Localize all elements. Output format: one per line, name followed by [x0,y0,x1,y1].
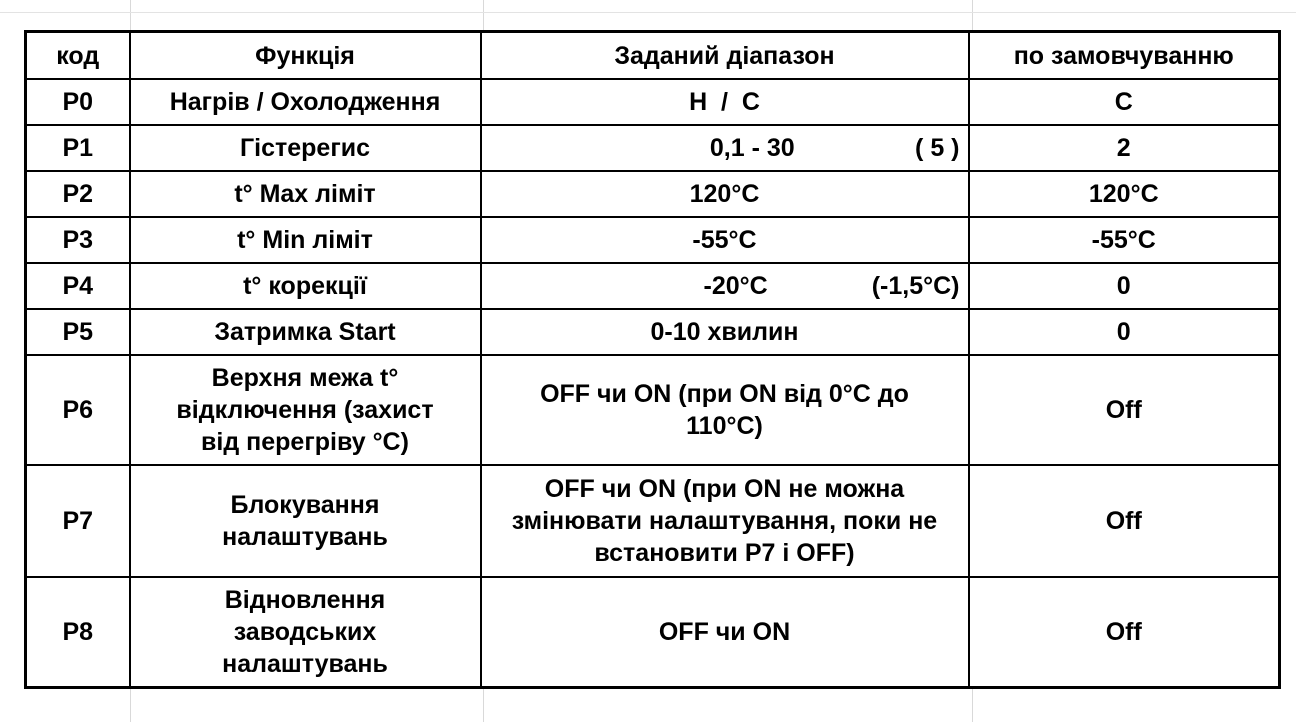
cell-code: P6 [26,355,130,465]
cell-default: 120°C [969,171,1280,217]
header-code: код [26,32,130,80]
parameters-table [24,30,1281,689]
table-row [26,577,1280,687]
cell-range [481,263,969,309]
cell-default: Off [969,355,1280,465]
cell-range: OFF чи ON (при ON від 0°C до 110°C) [481,355,969,465]
cell-default: 0 [969,309,1280,355]
cell-default: C [969,79,1280,125]
cell-function: Верхня межа t° відключення (захист від перегріву °C) [130,355,481,465]
table-row [26,263,1280,309]
cell-function: t° Max ліміт [130,171,481,217]
cell-function: t° корекції [130,263,481,309]
header-default: по замовчуванню [969,32,1280,80]
cell-range: 120°C [481,171,969,217]
cell-default: Off [969,465,1280,577]
cell-function: Затримка Start [130,309,481,355]
table-row [26,171,1280,217]
range-note: (-1,5°C) [871,272,960,300]
header-function: Функція [130,32,481,80]
table-row [26,309,1280,355]
table-row [26,125,1280,171]
table-row [26,217,1280,263]
cell-code: P2 [26,171,130,217]
header-range: Заданий діапазон [481,32,969,80]
sheet-gridline [0,12,1296,13]
cell-code: P4 [26,263,130,309]
cell-range: OFF чи ON [481,577,969,687]
table-row [26,465,1280,577]
range-note: ( 5 ) [915,134,960,162]
cell-default: Off [969,577,1280,687]
cell-function: Нагрів / Охолодження [130,79,481,125]
cell-default: 0 [969,263,1280,309]
range-value: 0,1 - 30 [709,134,795,162]
cell-function: Відновлення заводських налаштувань [130,577,481,687]
range-value: -20°C [703,272,768,300]
cell-code: P7 [26,465,130,577]
cell-code: P8 [26,577,130,687]
cell-code: P0 [26,79,130,125]
cell-function: Гістерегис [130,125,481,171]
cell-range: -55°C [481,217,969,263]
cell-function: t° Min ліміт [130,217,481,263]
cell-range [481,125,969,171]
cell-code: P3 [26,217,130,263]
cell-default: 2 [969,125,1280,171]
table-row [26,79,1280,125]
cell-code: P5 [26,309,130,355]
cell-range: 0-10 хвилин [481,309,969,355]
table-row [26,355,1280,465]
cell-code: P1 [26,125,130,171]
cell-range: OFF чи ON (при ON не можна змінювати налаштування, поки не встановити P7 і OFF) [481,465,969,577]
cell-default: -55°C [969,217,1280,263]
table-header-row [26,32,1280,80]
cell-function: Блокування налаштувань [130,465,481,577]
cell-range: H / C [481,79,969,125]
